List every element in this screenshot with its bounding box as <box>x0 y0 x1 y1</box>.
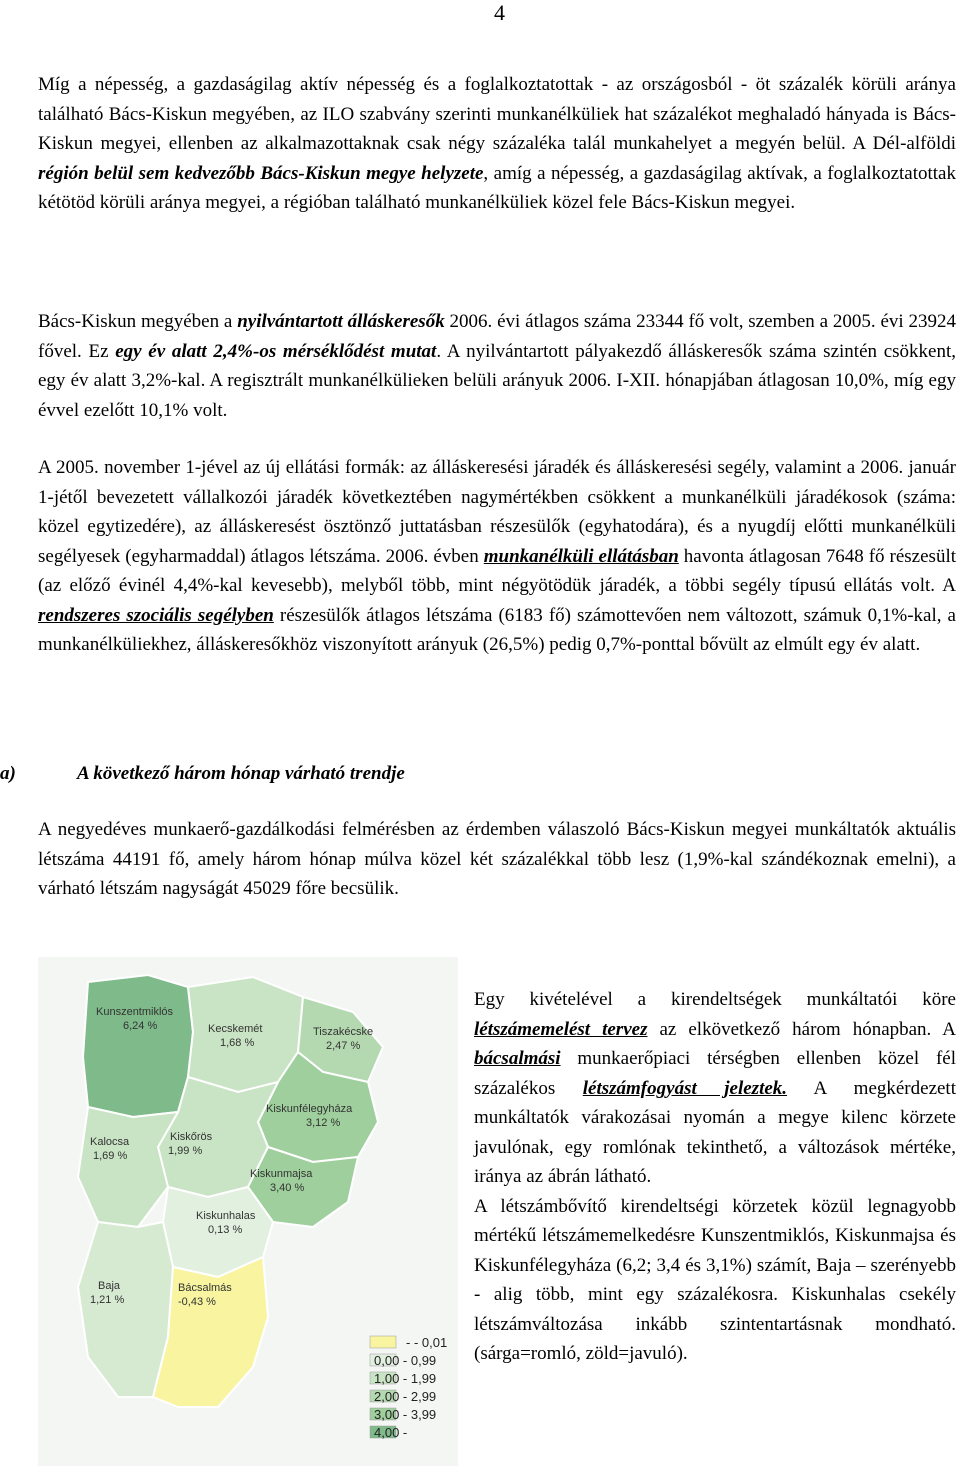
map-description <box>474 985 956 1369</box>
map-label-name: Kiskőrös <box>170 1131 213 1143</box>
legend-label: 4,00 - <box>374 1425 408 1440</box>
map-label-name: Kiskunfélegyháza <box>266 1103 353 1115</box>
legend-swatch <box>370 1336 396 1348</box>
paragraph-jobseekers: Bács-Kiskun megyében a nyilvántartott álláskeresők 2006. évi átlagos száma 23344 fő volt, szemben a 2005. évi 23924 fővel. Ez egy év alatt 2,4%-os mérséklődést mutat. A nyilvántartott pályakezdő álláskeresők száma szintén csökkent, egy év alatt 3,2%-kal. A regisztrált munkanélkülieken belüli arányuk 2006. I-XII. hónapjában átlagosan 10,0%, míg egy évvel ezelőtt 10,1% volt. <box>38 311 956 421</box>
map-description-paragraph: Egy kivételével a kirendeltségek munkáltatói köre létszámemelést tervez az elkövetkező három hónapban. A bácsalmási munkaerőpiaci térségben ellenben közel fél százalékos létszámfogyást jeleztek. A megkérdezett munkáltatók várakozásai nyomán a megye kilenc körzete javulónak, egy romlónak tekinthető, a változások mértéke, iránya az ábrán látható. <box>474 989 956 1187</box>
map-label-name: Baja <box>98 1280 121 1292</box>
section-title: A következő három hónap várható trendje <box>77 763 405 784</box>
legend-label: 3,00 - 3,99 <box>374 1407 437 1422</box>
map-label-name: Kiskunhalas <box>196 1210 256 1222</box>
section-label: a) <box>0 763 16 784</box>
map-label-name: Kunszentmiklós <box>96 1006 174 1018</box>
legend-label: 2,00 - 2,99 <box>374 1389 437 1404</box>
map-label-value: -0,43 % <box>178 1296 216 1308</box>
map-label-value: 1,69 % <box>93 1150 128 1162</box>
paragraph-population: Míg a népesség, a gazdaságilag aktív népesség és a foglalkoztatottak - az országosból - öt százalék körüli aránya található Bács-Kiskun megyében, az ILO szabvány szerinti munkanélküliek hat százalékot meghaladó hányada is Bács-Kiskun megyei, ellenben az alkalmazottaknak csak négy százaléka talál munkahelyet a megyén belül. A Dél-alföldi régión belül sem kedvezőbb Bács-Kiskun megye helyzete, amíg a népesség, a gazdaságilag aktívak, a foglalkoztatottak kétötöd körüli aránya megyei, a régióban található munkanélküliek közel fele Bács-Kiskun megyei. <box>38 74 956 213</box>
legend-label: 0,00 - 0,99 <box>374 1353 437 1368</box>
paragraph-benefits: A 2005. november 1-jével az új ellátási formák: az álláskeresési járadék és álláskeresési segély, valamint a 2006. január 1-jétől bevezetett vállalkozói járadék következtében nagymértékben csökkent a munkanélküli járadékosok (száma: közel egytizedére), az álláskeresést ösztönző juttatásban részesülők (egyhatodára), és a nyugdíj előtti munkanélküli segélyesek (egyharmaddal) átlagos létszáma. 2006. évben munkanélküli ellátásban havonta átlagosan 7648 fő részesült (az előző évinél 4,4%-kal kevesebb), melyből több, mint négyötödük járadék, a többi segély típusú ellátás volt. A rendszeres szociális segélyben részesülők átlagos létszáma (6183 fő) számottevően nem változott, számuk 0,1%-kal, a munkanélküliekhez, álláskeresőkhöz viszonyított arányuk (26,5%) pedig 0,7%-ponttal bővült az elmúlt egy év alatt. <box>38 457 957 655</box>
map-label-name: Tiszakécske <box>313 1026 374 1038</box>
map-label-name: Bácsalmás <box>178 1282 232 1294</box>
legend-label: - - 0,01 <box>406 1335 448 1350</box>
county-map <box>38 957 458 1466</box>
map-label-name: Kecskemét <box>208 1023 263 1035</box>
map-region-kunszentmiklos <box>83 975 193 1117</box>
map-label-value: 1,68 % <box>220 1037 255 1049</box>
map-region-kalocsa <box>78 1107 178 1227</box>
map-label-value: 6,24 % <box>123 1020 158 1032</box>
paragraph-survey: A negyedéves munkaerő-gazdálkodási felmérésben az érdemben válaszoló Bács-Kiskun megyei munkáltatók aktuális létszáma 44191 fő, amely három hónap múlva közel két százalékkal több lesz (1,9%-kal szándékoznak emelni), a várható létszám nagyságát 45029 főre becsülik. <box>38 819 956 899</box>
map-label-name: Kalocsa <box>90 1136 130 1148</box>
map-label-value: 2,47 % <box>326 1040 361 1052</box>
page-number: 4 <box>494 0 505 25</box>
map-label-value: 3,40 % <box>270 1182 305 1194</box>
map-label-value: 0,13 % <box>208 1224 243 1236</box>
map-label-value: 3,12 % <box>306 1117 341 1129</box>
legend-label: 1,00 - 1,99 <box>374 1371 437 1386</box>
map-label-name: Kiskunmajsa <box>250 1168 313 1180</box>
map-description-paragraph: A létszámbővítő kirendeltségi körzetek közül legnagyobb mértékű létszámemelkedésre Kunszentmiklós, Kiskunmajsa és Kiskunfélegyháza (6,2; 3,4 és 3,1%) számít, Baja – szerényebb - alig több, mint egy százalékosra. Kiskunhalas csekély létszámváltozása inkább szintentartásnak mondható. (sárga=romló, zöld=javuló). <box>474 1195 956 1364</box>
map-label-value: 1,99 % <box>168 1145 203 1157</box>
county-map-svg <box>38 957 458 1466</box>
map-label-value: 1,21 % <box>90 1294 125 1306</box>
